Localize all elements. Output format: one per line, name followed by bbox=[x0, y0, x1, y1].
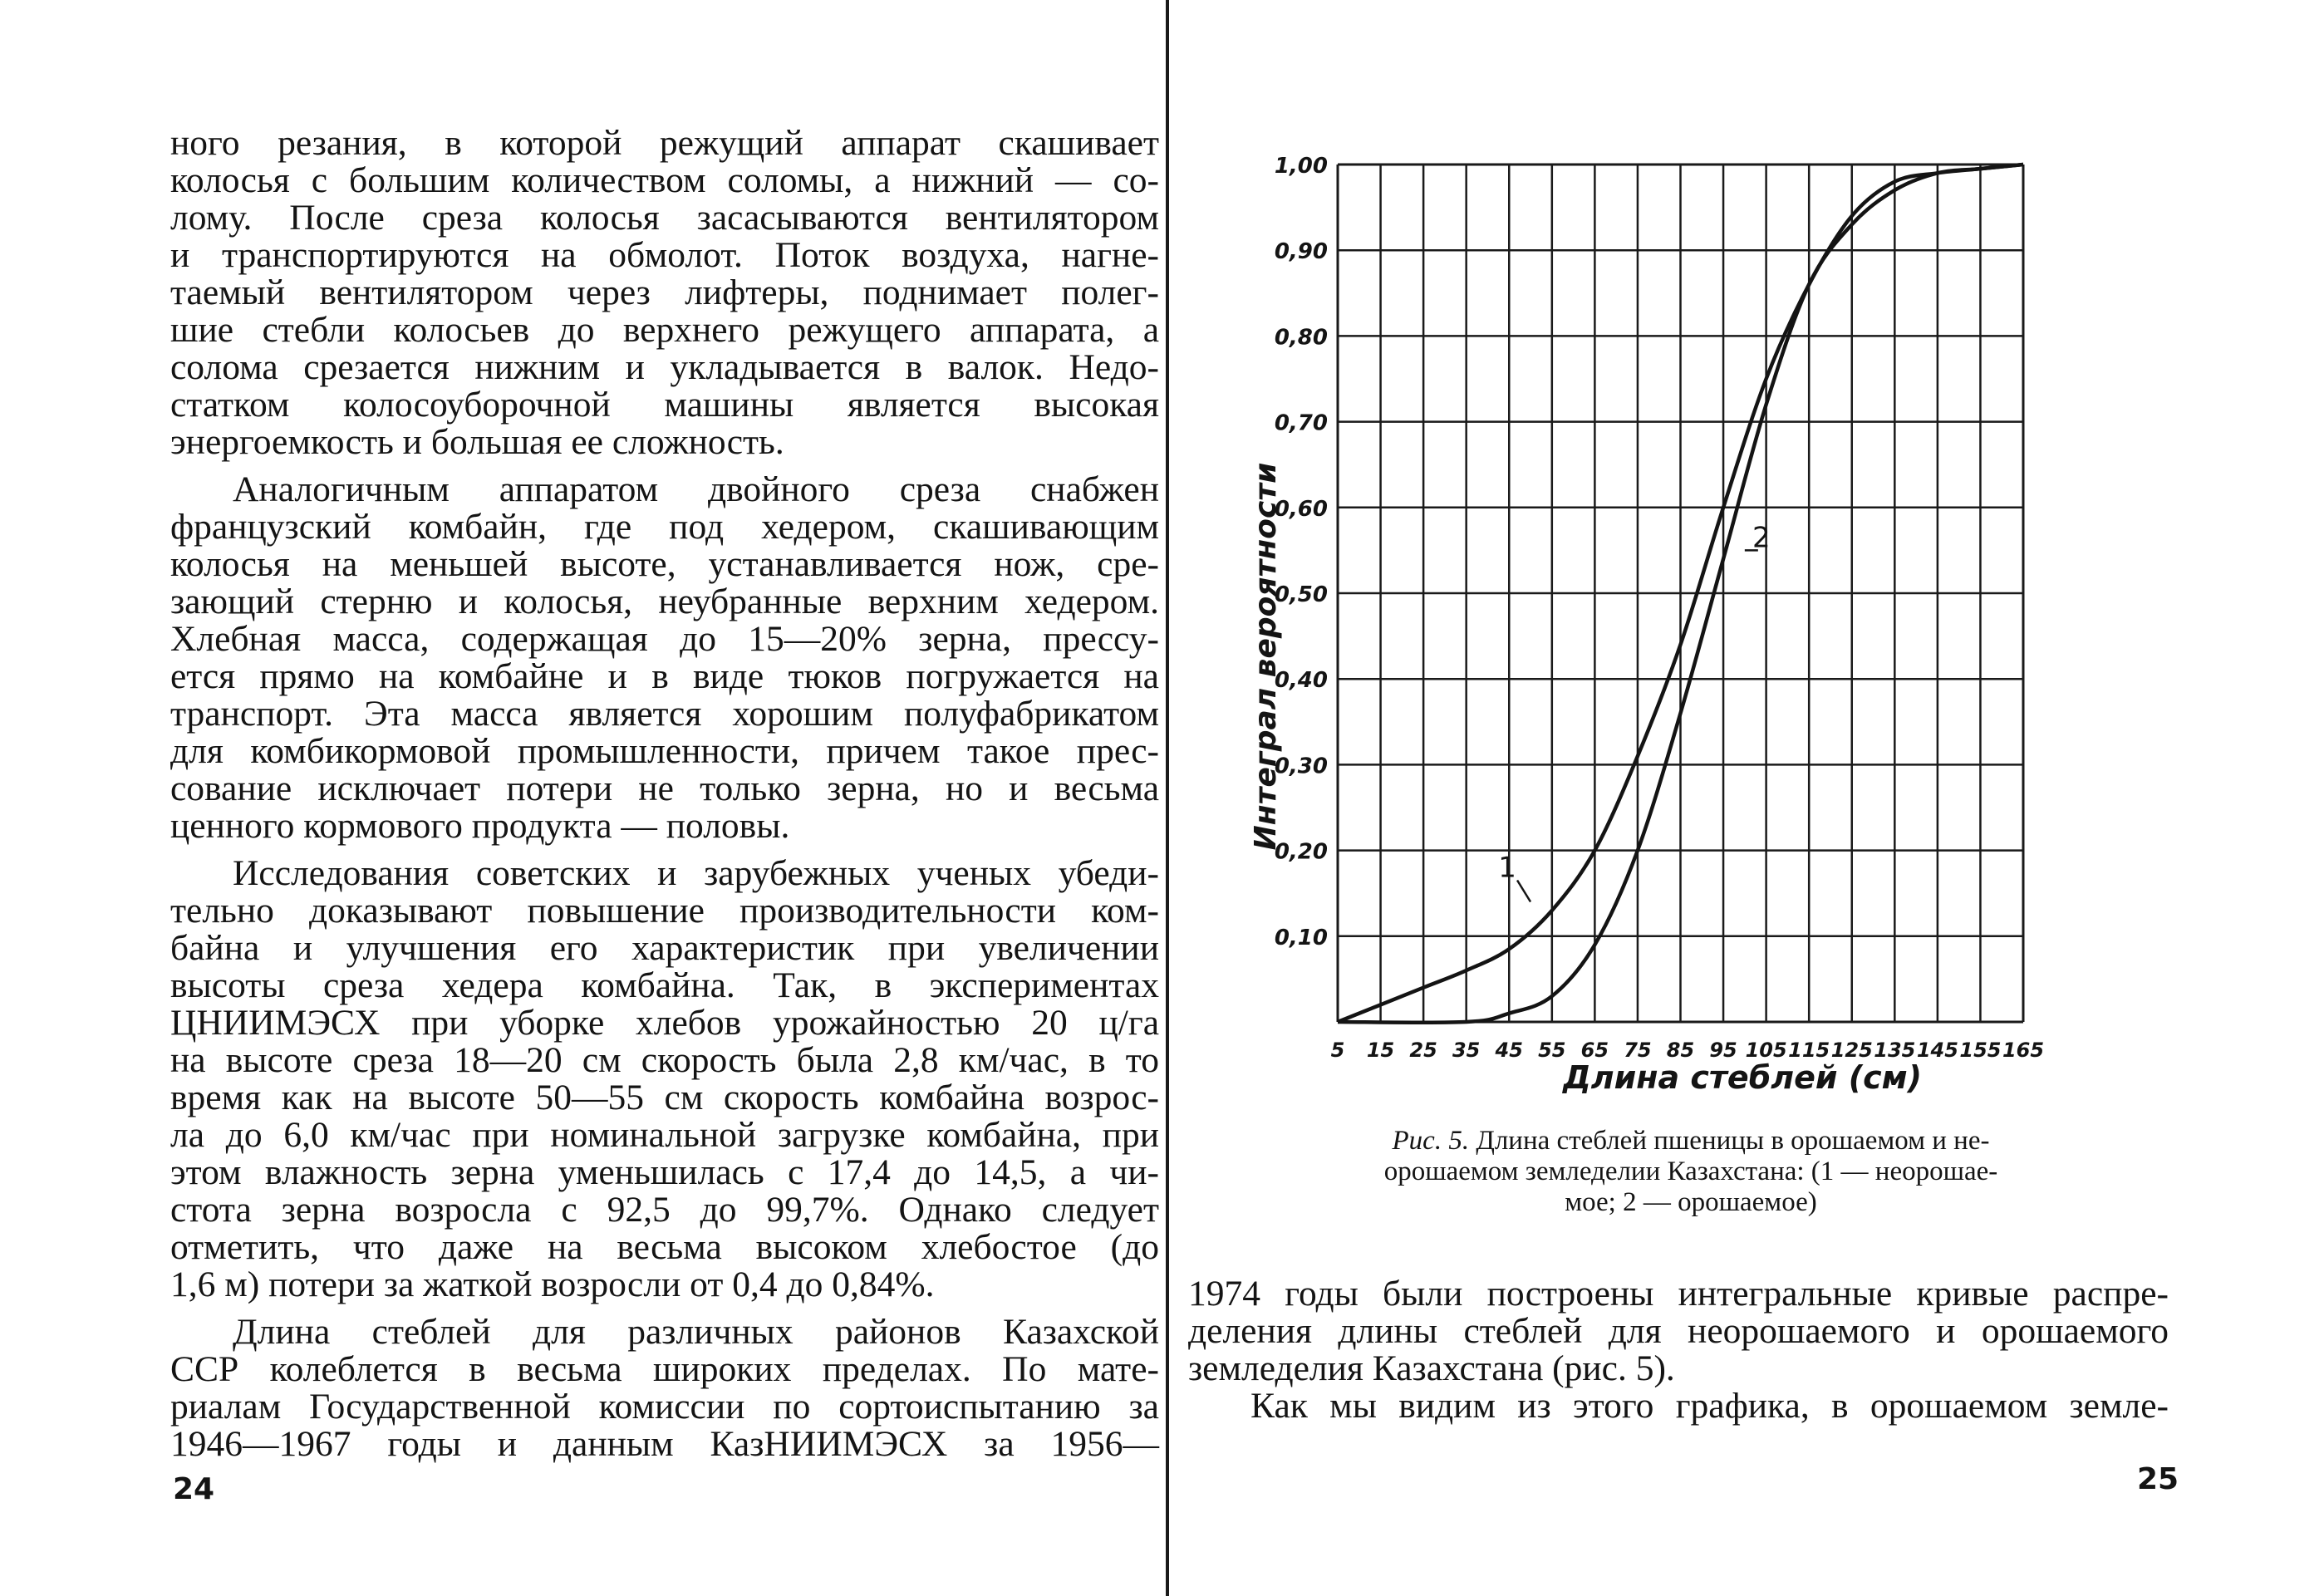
paragraph-right-2 bbox=[1188, 1387, 2169, 1425]
text-line: ЦНИИМЭСХ при уборке хлебов урожайностью 20 ц/га bbox=[170, 1003, 1159, 1043]
text-line: отметить, что даже на весьма высоком хлебостое (до bbox=[170, 1227, 1159, 1267]
x-tick-label: 65 bbox=[1580, 1039, 1609, 1062]
curve-label-1: 1 bbox=[1498, 851, 1516, 885]
chart-annotations bbox=[1498, 521, 1770, 901]
text-line: 1946—1967 годы и данным КазНИИМЭСХ за 1956— bbox=[170, 1424, 1159, 1464]
paragraph-1 bbox=[170, 125, 1159, 461]
x-tick-label: 45 bbox=[1495, 1039, 1523, 1062]
caption-line: орошаемом земледелии Казахстана: (1 — неорошае- bbox=[1383, 1156, 1998, 1186]
text-line: лому. После среза колосья засасываются вентилятором bbox=[170, 198, 1159, 238]
y-tick-label: 0,50 bbox=[1274, 582, 1328, 607]
x-tick-label: 15 bbox=[1366, 1039, 1395, 1062]
left-page bbox=[170, 125, 1159, 1463]
x-tick-labels bbox=[1331, 1039, 2044, 1062]
paragraph-4 bbox=[170, 1314, 1159, 1463]
figure-caption bbox=[1304, 1126, 2077, 1218]
annotation-leader bbox=[1517, 881, 1530, 902]
text-line: ется прямо на комбайне и в виде тюков погружается на bbox=[170, 656, 1159, 696]
text-line: ла до 6,0 км/час при номинальной загрузке комбайна, при bbox=[170, 1115, 1159, 1155]
text-line: земледелия Казахстана (рис. 5). bbox=[1188, 1348, 1675, 1388]
text-line: ССР колеблется в весьма широких пределах. По мате- bbox=[170, 1349, 1159, 1389]
paragraph-2 bbox=[170, 471, 1159, 845]
y-axis-label: Интеграл вероятности bbox=[1249, 462, 1283, 851]
text-line: и транспортируются на обмолот. Поток воздуха, нагне- bbox=[170, 235, 1159, 275]
x-tick-label: 155 bbox=[1959, 1039, 2002, 1062]
x-tick-label: 55 bbox=[1538, 1039, 1566, 1062]
x-tick-label: 75 bbox=[1624, 1039, 1652, 1062]
text-line: стота зерна возросла с 92,5 до 99,7%. Однако следует bbox=[170, 1190, 1159, 1230]
paragraph-right-1 bbox=[1188, 1275, 2169, 1387]
text-line: таемый вентилятором через лифтеры, поднимает полег- bbox=[170, 273, 1159, 312]
x-tick-label: 5 bbox=[1330, 1039, 1345, 1062]
y-tick-label: 0,70 bbox=[1274, 410, 1328, 436]
y-tick-label: 0,30 bbox=[1274, 754, 1328, 779]
y-tick-label: 0,80 bbox=[1274, 325, 1328, 351]
text-line: риалам Государственной комиссии по сортоиспытанию за bbox=[170, 1387, 1159, 1427]
text-line: транспорт. Эта масса является хорошим полуфабрикатом bbox=[170, 694, 1159, 734]
x-tick-label: 85 bbox=[1666, 1039, 1695, 1062]
text-line: сование исключает потери не только зерна, но и весьма bbox=[170, 769, 1159, 808]
x-axis-label: Длина стеблей (см) bbox=[1562, 1059, 1923, 1096]
text-line: колосья на меньшей высоте, устанавливается нож, сре- bbox=[170, 544, 1159, 584]
text-line: Как мы видим из этого графика, в орошаемом земле- bbox=[1250, 1386, 2169, 1426]
text-line: колосья с большим количеством соломы, а нижний — со- bbox=[170, 160, 1159, 200]
text-line: деления длины стеблей для неорошаемого и орошаемого bbox=[1188, 1311, 2169, 1351]
x-tick-label: 25 bbox=[1409, 1039, 1437, 1062]
text-line: Хлебная масса, содержащая до 15—20% зерна, прессу- bbox=[170, 619, 1159, 659]
text-line: французский комбайн, где под хедером, скашивающим bbox=[170, 507, 1159, 547]
text-line: этом влажность зерна уменьшилась с 17,4 до 14,5, а чи- bbox=[170, 1152, 1159, 1192]
y-tick-label: 0,20 bbox=[1274, 839, 1328, 865]
y-tick-label: 0,90 bbox=[1274, 239, 1328, 265]
text-line: энергоемкость и большая ее сложность. bbox=[170, 422, 784, 462]
text-line: на высоте среза 18—20 см скорость была 2,8 км/час, в то bbox=[170, 1040, 1159, 1080]
caption-line: мое; 2 — орошаемое) bbox=[1565, 1187, 1817, 1217]
text-line: высоты среза хедера комбайна. Так, в экспериментах bbox=[170, 965, 1159, 1005]
y-tick-label: 0,40 bbox=[1274, 668, 1328, 694]
text-line: Длина стеблей для различных районов Казахской bbox=[233, 1312, 1159, 1352]
caption-line: Длина стеблей пшеницы в орошаемом и не- bbox=[1476, 1126, 1990, 1156]
chart-grid bbox=[1338, 165, 2023, 1022]
text-line: тельно доказывают повышение производительности ком- bbox=[170, 891, 1159, 931]
text-line: статком колосоуборочной машины является высокая bbox=[170, 385, 1159, 425]
text-line: 1,6 м) потери за жаткой возросли от 0,4 до 0,84%. bbox=[170, 1265, 935, 1304]
text-line: ного резания, в которой режущий аппарат скашивает bbox=[170, 123, 1159, 163]
x-tick-label: 115 bbox=[1788, 1039, 1830, 1062]
text-line: время как на высоте 50—55 см скорость комбайна возрос- bbox=[170, 1078, 1159, 1117]
x-tick-label: 135 bbox=[1874, 1039, 1916, 1062]
text-line: Исследования советских и зарубежных ученых убеди- bbox=[233, 853, 1159, 893]
y-tick-label: 1,00 bbox=[1274, 154, 1328, 179]
y-tick-label: 0,60 bbox=[1274, 496, 1328, 522]
text-line: 1974 годы были построены интегральные кривые распре- bbox=[1188, 1274, 2169, 1314]
text-line: Аналогичным аппаратом двойного среза снабжен bbox=[233, 469, 1159, 509]
x-tick-label: 35 bbox=[1452, 1039, 1481, 1062]
page-number-right: 25 bbox=[2137, 1462, 2179, 1496]
stem-length-chart bbox=[1238, 133, 2069, 1113]
text-line: байна и улучшения его характеристик при увеличении bbox=[170, 928, 1159, 968]
x-tick-label: 105 bbox=[1745, 1039, 1787, 1062]
curve-label-2: 2 bbox=[1752, 521, 1771, 555]
book-gutter bbox=[1159, 0, 1176, 1596]
right-page bbox=[1188, 1275, 2169, 1425]
text-line: зающий стерню и колосья, неубранные верхним хедером. bbox=[170, 582, 1159, 621]
text-line: шие стебли колосьев до верхнего режущего аппарата, а bbox=[170, 310, 1159, 350]
text-line: ценного кормового продукта — половы. bbox=[170, 806, 790, 846]
paragraph-3 bbox=[170, 855, 1159, 1304]
page-number-left: 24 bbox=[173, 1472, 215, 1506]
text-line: для комбикормовой промышленности, причем такое прес- bbox=[170, 731, 1159, 771]
caption-lead: Рис. 5. bbox=[1392, 1126, 1470, 1156]
x-tick-label: 145 bbox=[1916, 1039, 1958, 1062]
x-tick-label: 165 bbox=[2002, 1039, 2045, 1062]
y-tick-label: 0,10 bbox=[1274, 925, 1328, 950]
text-line: солома срезается нижним и укладывается в валок. Недо- bbox=[170, 347, 1159, 387]
x-tick-label: 125 bbox=[1830, 1039, 1873, 1062]
x-tick-label: 95 bbox=[1709, 1039, 1737, 1062]
